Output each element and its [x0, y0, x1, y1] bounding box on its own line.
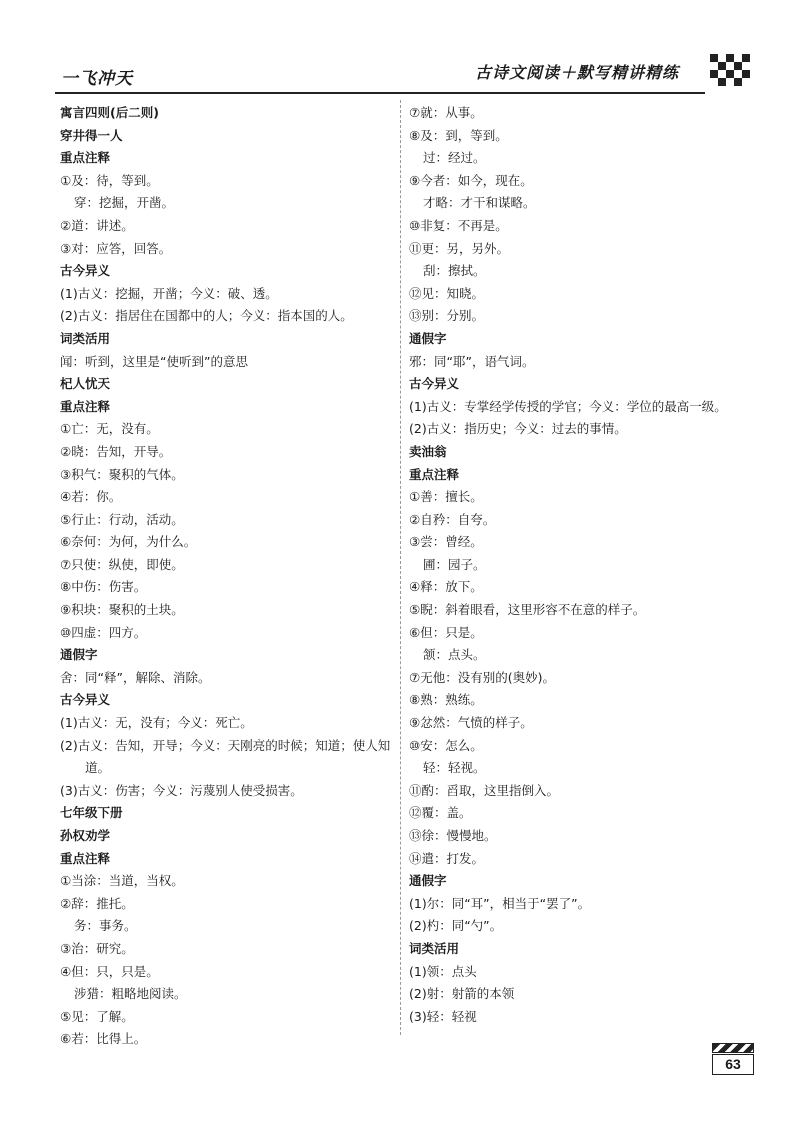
note-line: 轻：轻视。 — [423, 760, 486, 776]
note-line: ⑥若：比得上。 — [60, 1031, 147, 1047]
note-line: 邪：同“耶”，语气词。 — [409, 353, 535, 369]
note-line: ①及：待，等到。 — [60, 172, 159, 188]
note-line: ⑧及：到，等到。 — [409, 127, 508, 143]
note-line: ⑦只使：纵使，即使。 — [60, 556, 184, 572]
note-line: ⑥奈何：为何，为什么。 — [60, 534, 197, 550]
note-line: (1)古义：无，没有；今义：死亡。 — [60, 715, 253, 731]
note-line: ④释：放下。 — [409, 579, 483, 595]
series-title: 古诗文阅读＋默写精讲精练 — [475, 63, 680, 82]
section-heading: 古今异义 — [60, 692, 111, 708]
note-line: ⑨今者：如今，现在。 — [409, 172, 533, 188]
note-line: ⑩安：怎么。 — [409, 737, 483, 753]
note-line: ⑤行止：行动，活动。 — [60, 511, 184, 527]
note-line: 过：经过。 — [423, 150, 486, 166]
note-line: 务：事务。 — [74, 918, 137, 934]
note-line: 闻：听到，这里是“使听到”的意思 — [60, 353, 248, 369]
note-line: ③尝：曾经。 — [409, 534, 483, 550]
note-line: ⑨忿然：气愤的样子。 — [409, 715, 533, 731]
section-heading: 词类活用 — [60, 330, 111, 346]
note-line: ②自矜：自夸。 — [409, 511, 496, 527]
note-line: ①善：擅长。 — [409, 489, 483, 505]
right-column — [409, 102, 759, 1028]
note-line: ⑩非复：不再是。 — [409, 217, 508, 233]
section-heading: 寓言四则(后二则) — [60, 105, 159, 120]
page-header — [55, 50, 755, 96]
note-line: (1)领：点头 — [409, 963, 477, 979]
section-heading: 古今异义 — [409, 376, 460, 392]
column-divider — [400, 100, 401, 1035]
note-line: ⑬别：分别。 — [409, 308, 485, 324]
section-heading: 七年级下册 — [60, 805, 123, 821]
note-line: (2)古义：指居住在国都中的人；今义：指本国的人。 — [60, 308, 353, 324]
section-heading: 重点注释 — [409, 466, 460, 482]
note-line: (1)古义：专掌经学传授的学官；今义：学位的最高一级。 — [409, 398, 727, 414]
note-line: ⑫见：知晓。 — [409, 285, 485, 301]
note-line: ②道：讲述。 — [60, 217, 134, 233]
section-heading: 穿井得一人 — [60, 127, 123, 143]
section-heading: 通假字 — [409, 873, 447, 889]
section-heading: 词类活用 — [409, 940, 460, 956]
note-line: ⑦无他：没有别的(奥妙)。 — [409, 669, 555, 685]
note-line: ④但：只，只是。 — [60, 963, 159, 979]
note-line: ⑪酌：舀取，这里指倒入。 — [409, 782, 560, 798]
note-line: ②晓：告知，开导。 — [60, 443, 172, 459]
note-line: ③积气：聚积的气体。 — [60, 466, 184, 482]
brand-logo-text: 一飞冲天 — [61, 69, 133, 89]
note-line: ⑭遣：打发。 — [409, 850, 485, 866]
note-line: 刮：擦拭。 — [423, 263, 486, 279]
note-line: ⑬徐：慢慢地。 — [409, 828, 497, 843]
note-line: (3)轻：轻视 — [409, 1008, 477, 1024]
note-line: ⑧中伤：伤害。 — [60, 579, 147, 595]
note-line: ⑦就：从事。 — [409, 105, 483, 120]
section-heading: 通假字 — [60, 647, 98, 663]
left-column — [60, 102, 395, 1051]
note-line: ①当涂：当道，当权。 — [60, 873, 184, 889]
page-number: 63 — [712, 1054, 754, 1075]
note-line: ⑫覆：盖。 — [409, 805, 472, 821]
page-number-badge — [712, 1043, 754, 1077]
checker-flag-icon — [710, 54, 750, 86]
section-heading: 通假字 — [409, 330, 447, 346]
section-heading: 杞人忧天 — [60, 376, 111, 392]
note-line: ①亡：无，没有。 — [60, 421, 159, 437]
note-line: (1)尔：同“耳”，相当于“罢了”。 — [409, 895, 591, 911]
note-line: 圃：园子。 — [423, 556, 486, 572]
section-heading: 古今异义 — [60, 263, 111, 279]
note-line: ⑪更：另，另外。 — [409, 240, 510, 256]
note-line: ④若：你。 — [60, 489, 122, 505]
note-line: (3)古义：伤害；今义：污蔑别人使受损害。 — [60, 782, 303, 798]
section-heading: 卖油翁 — [409, 443, 447, 459]
note-line: (1)古义：挖掘，开凿；今义：破、透。 — [60, 285, 278, 301]
note-line: ⑥但：只是。 — [409, 624, 483, 640]
note-line: ⑤睨：斜着眼看，这里形容不在意的样子。 — [409, 602, 646, 618]
note-line: 才略：才干和谋略。 — [423, 195, 536, 211]
header-rule — [55, 92, 705, 94]
note-line: (2)射：射箭的本领 — [409, 986, 515, 1002]
section-heading: 重点注释 — [60, 150, 111, 166]
note-line: ③对：应答，回答。 — [60, 240, 172, 256]
stripes-icon — [712, 1043, 754, 1053]
note-line: 涉猎：粗略地阅读。 — [74, 986, 187, 1002]
note-line: 穿：挖掘，开凿。 — [74, 195, 175, 211]
note-line: ⑨积块：聚积的土块。 — [60, 602, 184, 618]
note-line: (2)古义：指历史；今义：过去的事情。 — [409, 421, 627, 437]
note-line: 舍：同“释”，解除、消除。 — [60, 669, 211, 685]
note-line: ②辞：推托。 — [60, 895, 134, 911]
section-heading: 重点注释 — [60, 850, 111, 866]
note-line: ⑧熟：熟练。 — [409, 692, 483, 708]
section-heading: 孙权劝学 — [60, 828, 111, 843]
section-heading: 重点注释 — [60, 398, 111, 414]
note-line: ⑩四虚：四方。 — [60, 624, 147, 640]
note-line: (2)古义：告知，开导；今义：天刚亮的时候；知道；使人知道。 — [60, 737, 391, 776]
note-line: ⑤见：了解。 — [60, 1008, 134, 1024]
note-line: 颔：点头。 — [423, 647, 486, 663]
note-line: (2)杓：同“勺”。 — [409, 918, 503, 934]
note-line: ③治：研究。 — [60, 940, 134, 956]
